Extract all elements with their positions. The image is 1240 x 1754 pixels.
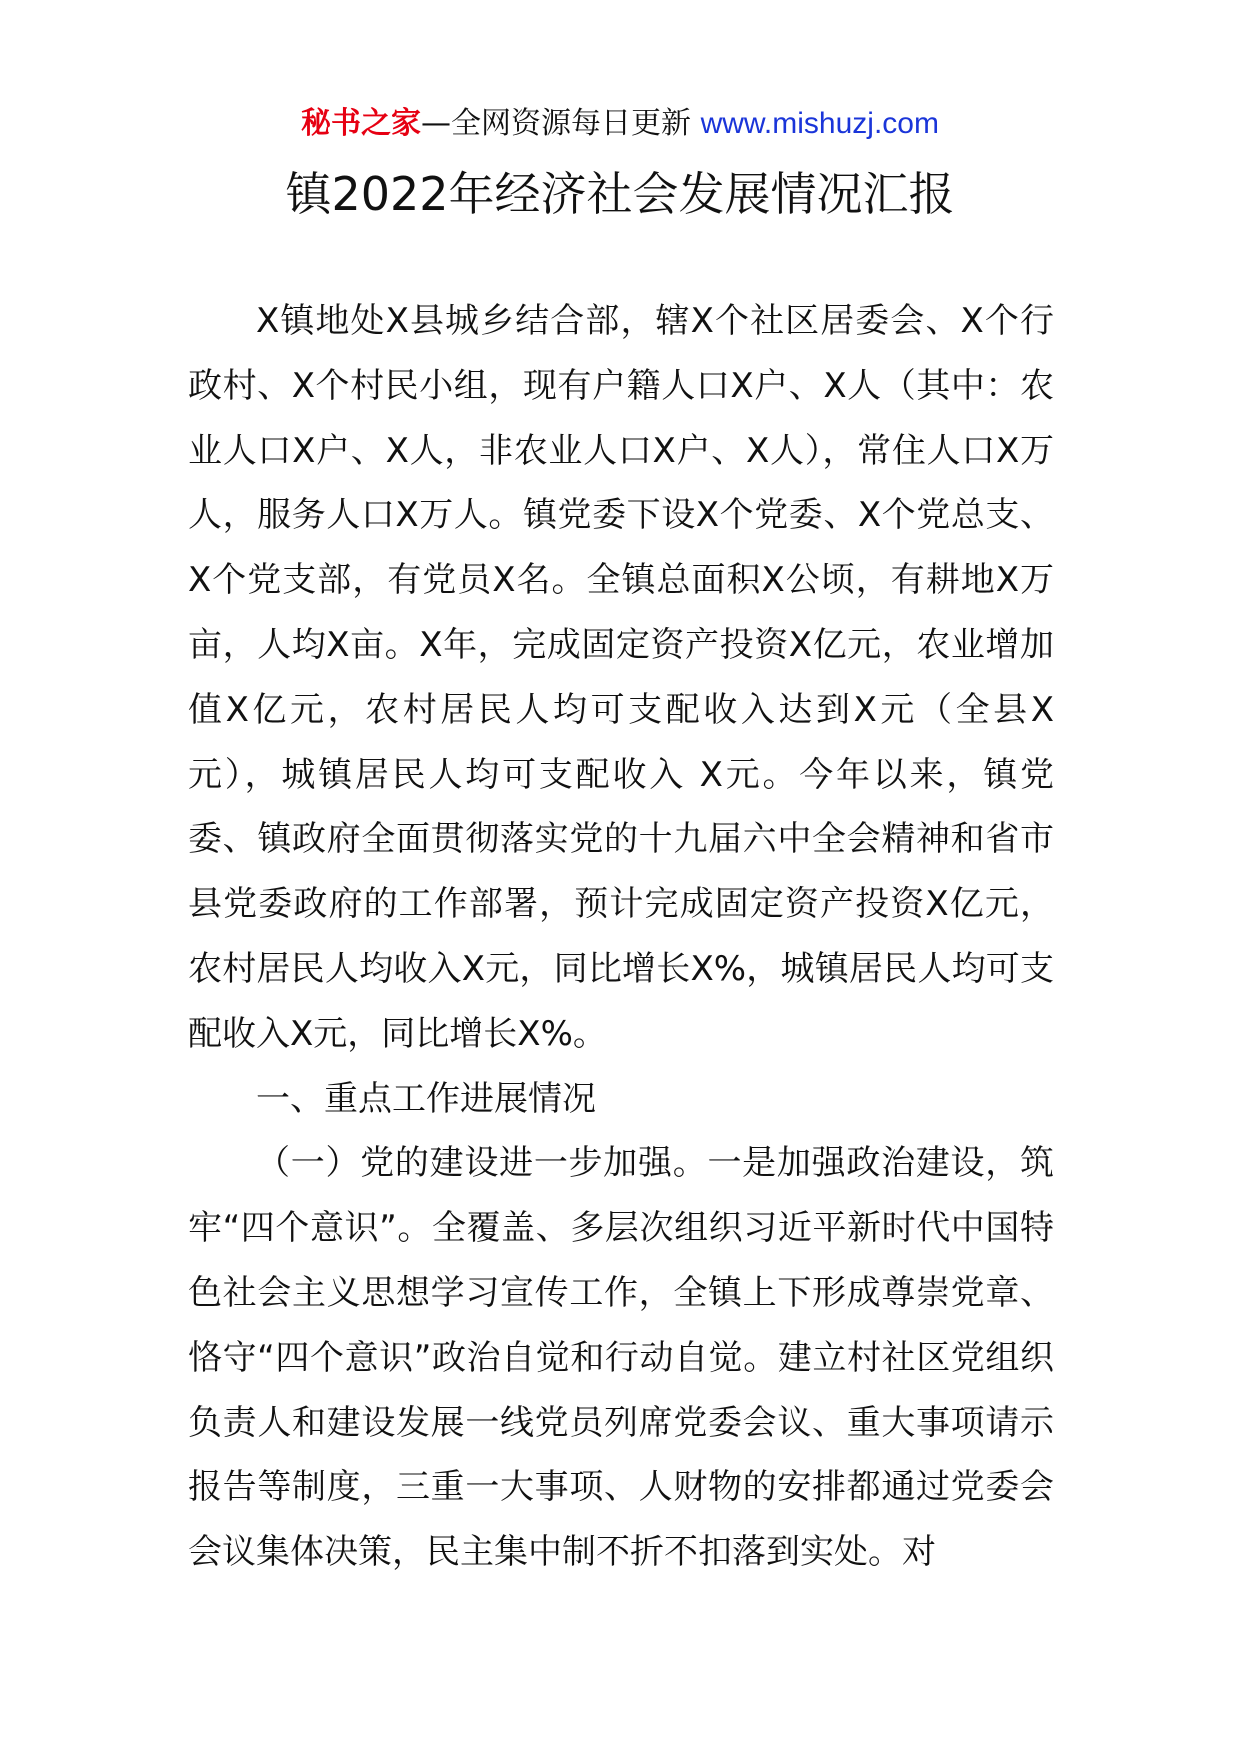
site-tagline: —全网资源每日更新 xyxy=(421,106,692,141)
document-title: 镇2022年经济社会发展情况汇报 xyxy=(285,167,955,221)
intro-paragraph: X镇地处X县城乡结合部，辖X个社区居委会、X个行政村、X个村民小组，现有户籍人口X户、X人（其中：农业人口X户、X人，非农业人口X户、X人），常住人口X万人，服务人口X万人。镇党委下设X个党委、X个党总支、X个党支部，有党员X名。全镇总面积X公顷，有耕地X万亩，人均X亩。X年，完成固定资产投资X亿元，农业增加值X亿元，农村居民人均可支配收入达到X元（全县X元），城镇居民人均可支配收入 X元。今年以来，镇党委、镇政府全面贯彻落实党的十九届六中全会精神和省市县党委政府的工作部署，预计完成固定资产投资X亿元，农村居民人均收入X元，同比增长X%，城镇居民人均可支配收入X元，同比增长X%。 xyxy=(188,301,1054,1054)
document-body xyxy=(188,289,1054,1585)
section-heading-key-work: 一、重点工作进展情况 xyxy=(256,1078,596,1119)
site-brand-name: 秘书之家 xyxy=(301,106,422,141)
subsection-paragraph-party-building: （一）党的建设进一步加强。一是加强政治建设，筑牢“四个意识”。全覆盖、多层次组织习近平新时代中国特色社会主义思想学习宣传工作，全镇上下形成尊崇党章、恪守“四个意识”政治自觉和行动自觉。建立村社区党组织负责人和建设发展一线党员列席党委会议、重大事项请示报告等制度，三重一大事项、人财物的安排都通过党委会会议集体决策，民主集中制不折不扣落到实处。对 xyxy=(188,1143,1054,1573)
site-url-link[interactable]: www.mishuzj.com xyxy=(700,107,939,140)
site-banner xyxy=(0,104,1240,144)
